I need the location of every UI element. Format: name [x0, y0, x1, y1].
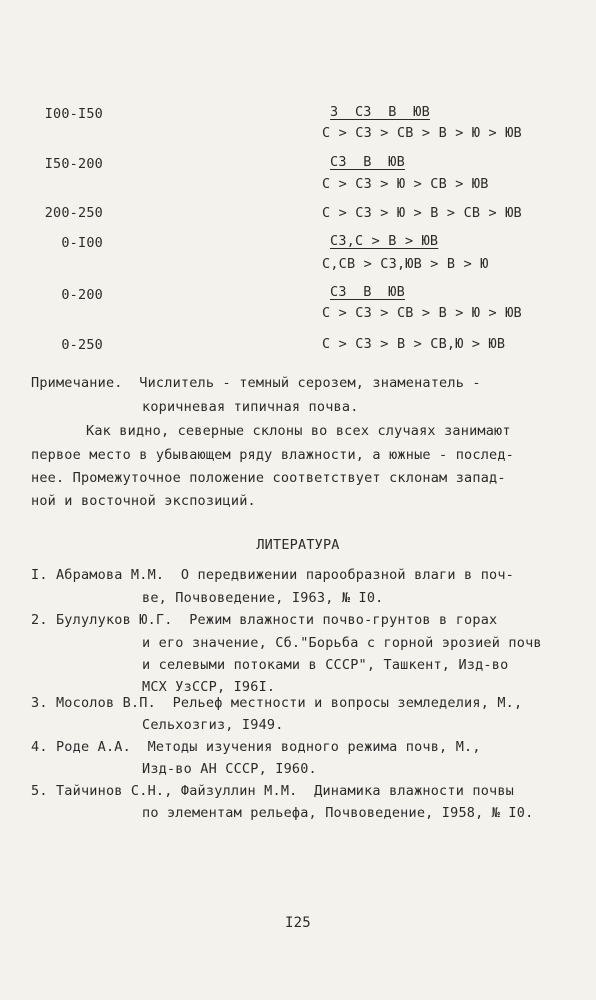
depth-label: 0-I00 [61, 235, 103, 251]
reference-line: по элементам рельефа, Почвоведение, I958, № I0. [142, 805, 534, 821]
paragraph-line: Как видно, северные склоны во всех случаях занимают [86, 423, 511, 439]
numerator: СЗ В ЮВ [330, 284, 405, 300]
ranking: С > СЗ > В > СВ,Ю > ЮВ [322, 336, 506, 352]
reference-line: и селевыми потоками в СССР", Ташкент, Изд-во [142, 657, 509, 673]
denominator: С > СЗ > Ю > СВ > ЮВ [322, 176, 489, 192]
note-line-2: коричневая типичная почва. [142, 399, 359, 415]
depth-label: I00-I50 [44, 106, 103, 122]
note-line-1: Примечание. Числитель - темный серозем, знаменатель - [31, 375, 481, 391]
depth-label: 200-250 [44, 205, 103, 221]
depth-label: I50-200 [44, 156, 103, 172]
reference-line: 3. Мосолов В.П. Рельеф местности и вопросы земледелия, М., [31, 695, 523, 711]
denominator: С > СЗ > СВ > В > Ю > ЮВ [322, 125, 522, 141]
reference-line: I. Абрамова М.М. О передвижении парообразной влаги в поч- [31, 567, 515, 583]
reference-line: и его значение, Сб."Борьба с горной эрозией почв [142, 635, 542, 651]
paragraph-line: первое место в убывающем ряду влажности, а южные - послед- [31, 447, 515, 463]
paragraph-line: ной и восточной экспозиций. [31, 493, 256, 509]
numerator: СЗ,С > В > ЮВ [330, 233, 439, 249]
reference-line: 5. Тайчинов С.Н., Файзуллин М.М. Динамика влажности почвы [31, 783, 515, 799]
reference-line: 4. Роде А.А. Методы изучения водного режима почв, М., [31, 739, 481, 755]
reference-line: 2. Булулуков Ю.Г. Режим влажности почво-грунтов в горах [31, 612, 498, 628]
depth-label: 0-250 [61, 337, 103, 353]
numerator: З СЗ В ЮВ [330, 104, 430, 120]
ranking: С > СЗ > Ю > В > СВ > ЮВ [322, 205, 522, 221]
numerator: СЗ В ЮВ [330, 154, 405, 170]
page-number: I25 [285, 915, 311, 931]
literature-heading: ЛИТЕРАТУРА [256, 537, 340, 553]
reference-line: Изд-во АН СССР, I960. [142, 761, 317, 777]
denominator: С,СВ > СЗ,ЮВ > В > Ю [322, 256, 489, 272]
reference-line: МСХ УзССР, I96I. [142, 679, 276, 695]
reference-line: ве, Почвоведение, I963, № I0. [142, 590, 384, 606]
depth-label: 0-200 [61, 287, 103, 303]
reference-line: Сельхозгиз, I949. [142, 717, 284, 733]
paragraph-line: нее. Промежуточное положение соответствует склонам запад- [31, 470, 506, 486]
denominator: С > СЗ > СВ > В > Ю > ЮВ [322, 305, 522, 321]
